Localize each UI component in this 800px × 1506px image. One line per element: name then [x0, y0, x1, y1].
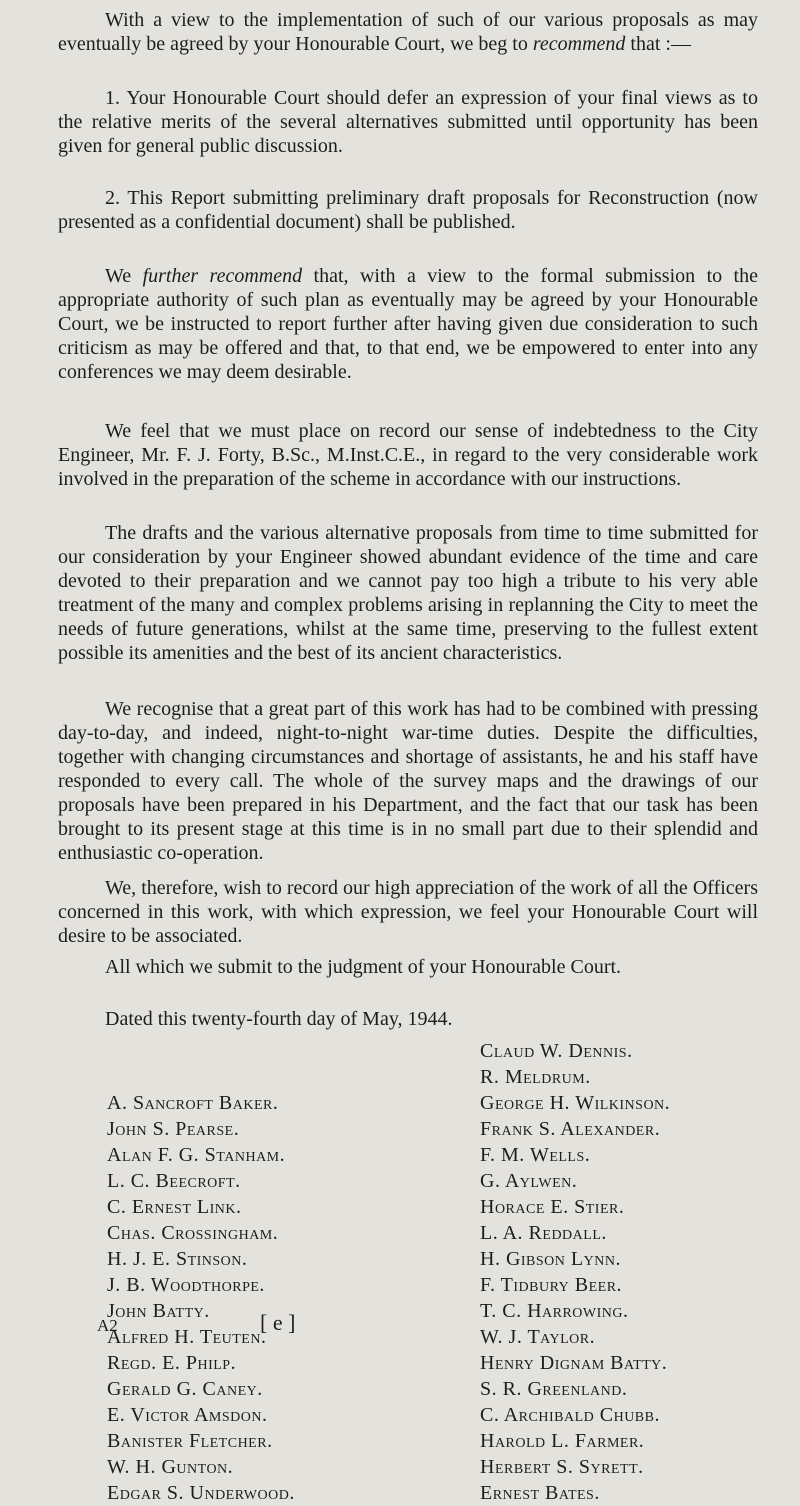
war-time-paragraph: We recognise that a great part of this work has had to be combined with pressing day-to-day, and indeed, night-to-night war-time duties. Despite the difficulties, together with changing circumstances and shortage of assistants, he and his staff have responded to every call. The whole of the survey maps and the drawings of our proposals have been prepared in his Department, and the fact that our task has been brought to its present stage at this time is in no small part due to their splendid and enthusiastic co-operation. — [58, 698, 758, 864]
signatory: Harold L. Farmer. — [480, 1430, 645, 1452]
signatory: J. B. Woodthorpe. — [107, 1274, 265, 1296]
signatory: A. Sancroft Baker. — [107, 1092, 279, 1114]
signatory: Frank S. Alexander. — [480, 1118, 661, 1140]
page-number: [ e ] — [260, 1310, 296, 1335]
signatory: Henry Dignam Batty. — [480, 1352, 668, 1374]
signatory: L. A. Reddall. — [480, 1222, 607, 1244]
signatory: Claud W. Dennis. — [480, 1040, 633, 1062]
submission-paragraph: All which we submit to the judgment of your Honourable Court. — [105, 956, 622, 978]
signatory: George H. Wilkinson. — [480, 1092, 671, 1114]
signatory: Horace E. Stier. — [480, 1196, 625, 1218]
signatory: S. R. Greenland. — [480, 1378, 628, 1400]
signatory: G. Aylwen. — [480, 1170, 578, 1192]
signatory: C. Archibald Chubb. — [480, 1404, 660, 1426]
signatory: L. C. Beecroft. — [107, 1170, 241, 1192]
signatory: Alan F. G. Stanham. — [107, 1144, 286, 1166]
signatories-right-column — [480, 1038, 670, 1506]
signatory: F. M. Wells. — [480, 1144, 591, 1166]
signatory: Edgar S. Underwood. — [107, 1482, 295, 1504]
signatory: Herbert S. Syrett. — [480, 1456, 644, 1478]
signatory: W. H. Gunton. — [107, 1456, 234, 1478]
signatory: R. Meldrum. — [480, 1066, 591, 1088]
indebtedness-paragraph: We feel that we must place on record our sense of indebtedness to the City Engineer, Mr. F. J. Forty, B.Sc., M.Inst.C.E., in regard to the very considerable work involved in the preparation of the scheme in accordance with our instructions. — [58, 420, 758, 490]
signatory: H. J. E. Stinson. — [107, 1248, 248, 1270]
signatory: Banister Fletcher. — [107, 1430, 273, 1452]
intro-paragraph: With a view to the implementation of such of our various proposals as may eventually be agreed by your Honourable Court, we beg to recommend that :— — [58, 9, 758, 55]
signatory: Ernest Bates. — [480, 1482, 600, 1504]
signatory: T. C. Harrowing. — [480, 1300, 629, 1322]
signatory: W. J. Taylor. — [480, 1326, 596, 1348]
drafts-paragraph: The drafts and the various alternative proposals from time to time submitted for our consideration by your Engineer showed abundant evidence of the time and care devoted to their preparation and we cannot pay too high a tribute to his very able treatment of the many and complex problems arising in replanning the City to meet the needs of future generations, whilst at the same time, preserving to the fullest extent possible its amenities and the best of its ancient characteristics. — [58, 522, 758, 664]
recommendation-item-2: 2. This Report submitting preliminary draft proposals for Reconstruction (now presented as a confidential document) shall be published. — [58, 187, 758, 233]
signatory: Gerald G. Caney. — [107, 1378, 263, 1400]
signatory: Alfred H. Teuten. — [107, 1326, 267, 1348]
signatory: E. Victor Amsdon. — [107, 1404, 268, 1426]
signatory: H. Gibson Lynn. — [480, 1248, 621, 1270]
signatory: C. Ernest Link. — [107, 1196, 242, 1218]
signatory: F. Tidbury Beer. — [480, 1274, 623, 1296]
appreciation-paragraph: We, therefore, wish to record our high appreciation of the work of all the Officers concerned in this work, with which expression, we feel your Honourable Court will desire to be associated. — [58, 877, 758, 947]
signatories-left-column — [107, 1090, 295, 1506]
dated-line: Dated this twenty-fourth day of May, 1944. — [105, 1008, 453, 1030]
signatory: John Batty. — [107, 1300, 210, 1322]
further-recommendation-paragraph: We further recommend that, with a view to the formal submission to the appropriate authority of such plan as eventually may be agreed by your Honourable Court, we be instructed to report further after having given due consideration to such criticism as may be offered and that, to that end, we be empowered to enter into any conferences we may deem desirable. — [58, 265, 758, 383]
printer-signature-mark: A2 — [97, 1316, 118, 1335]
signatory: John S. Pearse. — [107, 1118, 240, 1140]
signatory: Regd. E. Philp. — [107, 1352, 237, 1374]
signatory: Chas. Crossingham. — [107, 1222, 279, 1244]
recommendation-item-1: 1. Your Honourable Court should defer an expression of your final views as to the relative merits of the several alternatives submitted until opportunity has been given for general public discussion. — [58, 87, 758, 157]
